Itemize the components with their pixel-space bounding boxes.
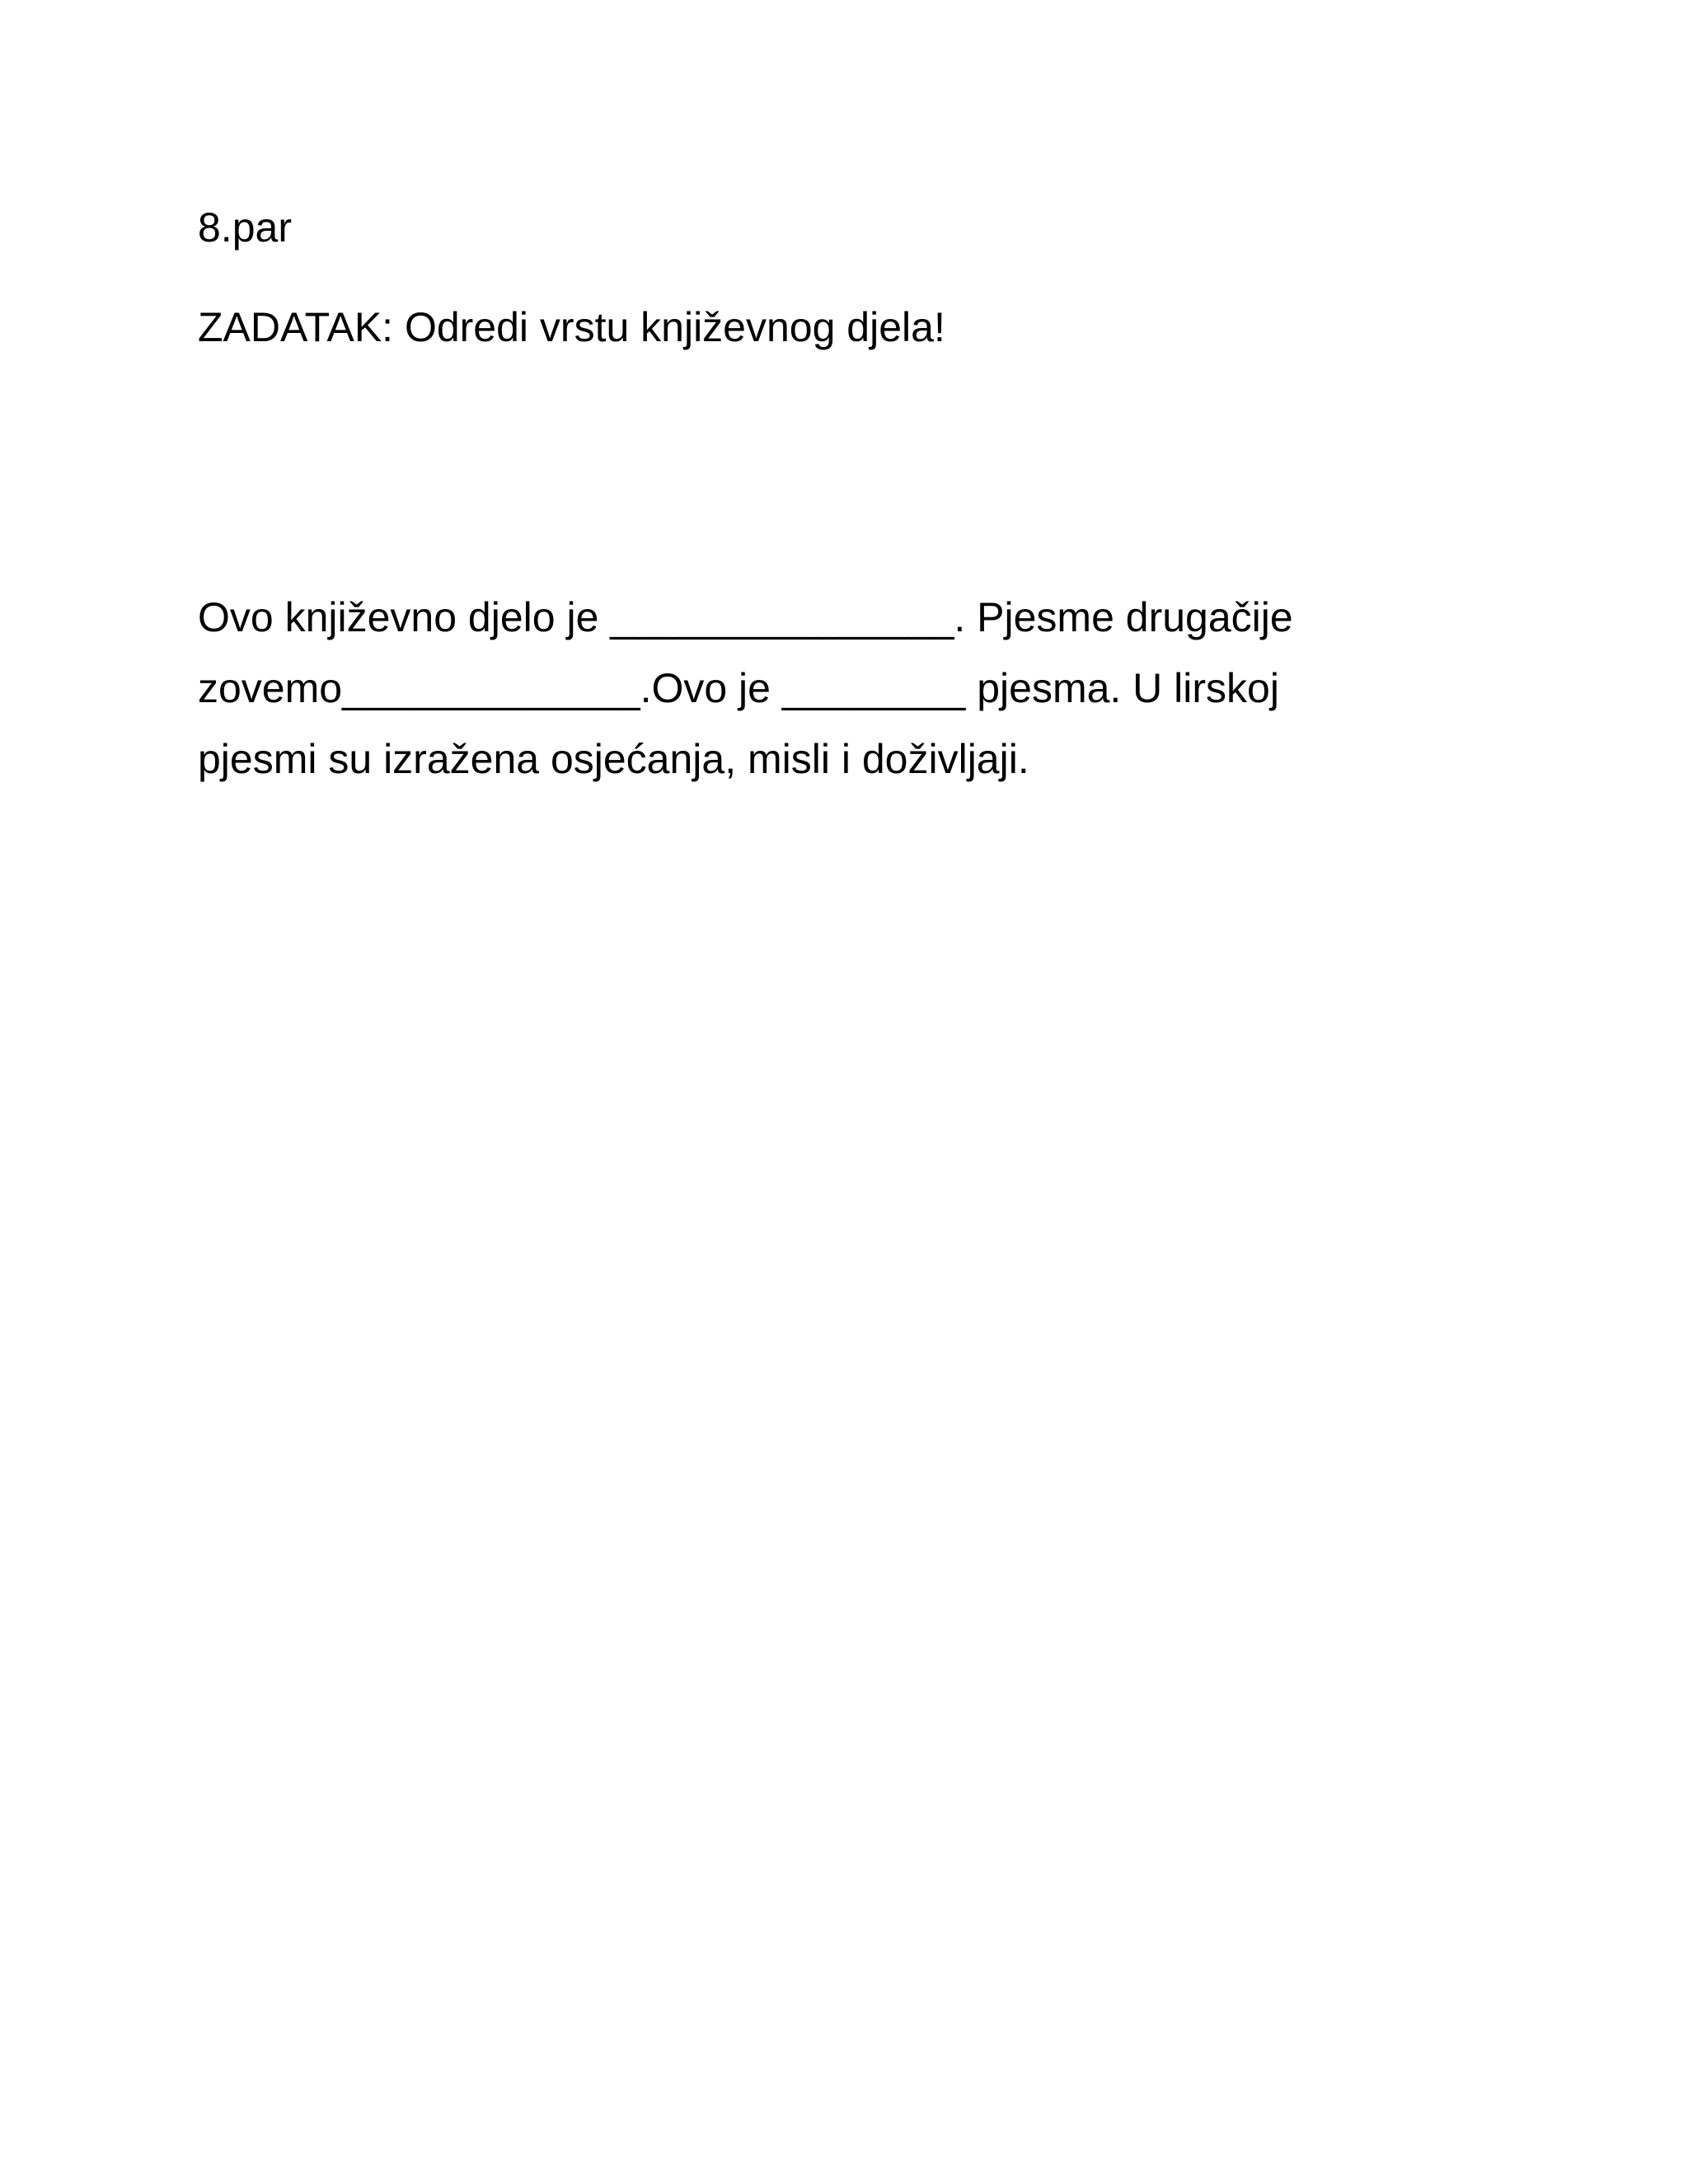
paragraph-line: Ovo književno djelo je _______________. Pjesme drugačije: [198, 594, 1293, 640]
paragraph-line: zovemo_____________.Ovo je ________ pjesma. U lirskoj: [198, 665, 1279, 711]
task-instruction: ZADATAK: Odredi vrstu književnog djela!: [198, 304, 945, 350]
paragraph-line: pjesmi su izražena osjećanja, misli i doživljaji.: [198, 736, 1029, 782]
fill-in-paragraph: [198, 582, 1434, 794]
page-heading: 8.par: [198, 204, 292, 251]
